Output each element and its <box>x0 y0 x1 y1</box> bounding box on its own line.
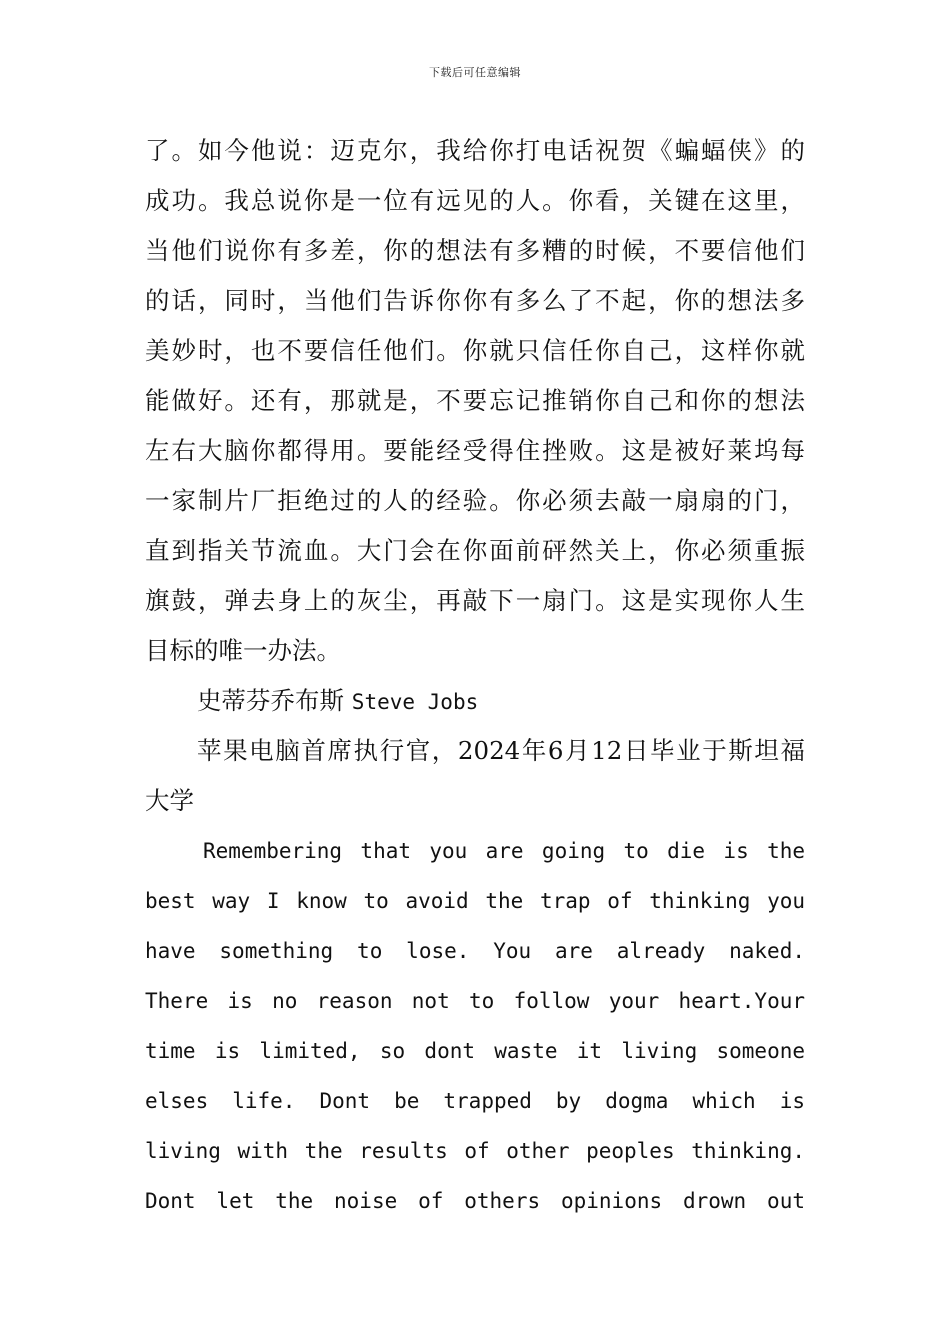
text-line: 目标的唯一办法。 <box>145 636 341 665</box>
paragraph-chinese <box>145 126 805 676</box>
text-line: 一家制片厂拒绝过的人的经验。你必须去敲一扇扇的门， <box>145 486 805 515</box>
page-header: 下载后可任意编辑 <box>429 66 521 79</box>
text-line: 的话，同时，当他们告诉你你有多么了不起，你的想法多 <box>145 286 805 315</box>
text-line: time is limited, so dont waste it living someone <box>145 1039 805 1063</box>
text-line: best way I know to avoid the trap of thinking you <box>145 889 805 913</box>
text-line: 美妙时，也不要信任他们。你就只信任你自己，这样你就 <box>145 336 805 365</box>
text-line: There is no reason not to follow your heart.Your <box>145 989 805 1013</box>
text-line: living with the results of other peoples thinking. <box>145 1139 805 1163</box>
text-line: elses life. Dont be trapped by dogma which is <box>145 1089 805 1113</box>
text-line: 成功。我总说你是一位有远见的人。你看，关键在这里， <box>145 186 805 215</box>
attribution-name-en: Steve Jobs <box>351 690 479 714</box>
attribution-name-cn: 史蒂芬乔布斯 <box>197 686 344 715</box>
paragraph-english <box>145 826 805 1226</box>
attribution-title-cont: 大学 <box>145 786 194 815</box>
attribution-title: 苹果电脑首席执行官，2024年6月12日毕业于斯坦福 <box>197 736 805 765</box>
text-line: Remembering that you are going to die is the <box>203 839 805 863</box>
text-line: 能做好。还有，那就是，不要忘记推销你自己和你的想法 <box>145 386 805 415</box>
text-line: 旗鼓，弹去身上的灰尘，再敲下一扇门。这是实现你人生 <box>145 586 805 615</box>
text-line: 直到指关节流血。大门会在你面前砰然关上，你必须重振 <box>145 536 805 565</box>
attribution-name <box>145 676 805 726</box>
text-line: 左右大脑你都得用。要能经受得住挫败。这是被好莱坞每 <box>145 436 805 465</box>
text-line: 当他们说你有多差，你的想法有多糟的时候，不要信他们 <box>145 236 805 265</box>
document-body <box>145 126 805 1226</box>
text-line: Dont let the noise of others opinions drown out <box>145 1189 805 1213</box>
text-line: 了。如今他说：迈克尔，我给你打电话祝贺《蝙蝠侠》的 <box>145 136 805 165</box>
text-line: have something to lose. You are already naked. <box>145 939 805 963</box>
